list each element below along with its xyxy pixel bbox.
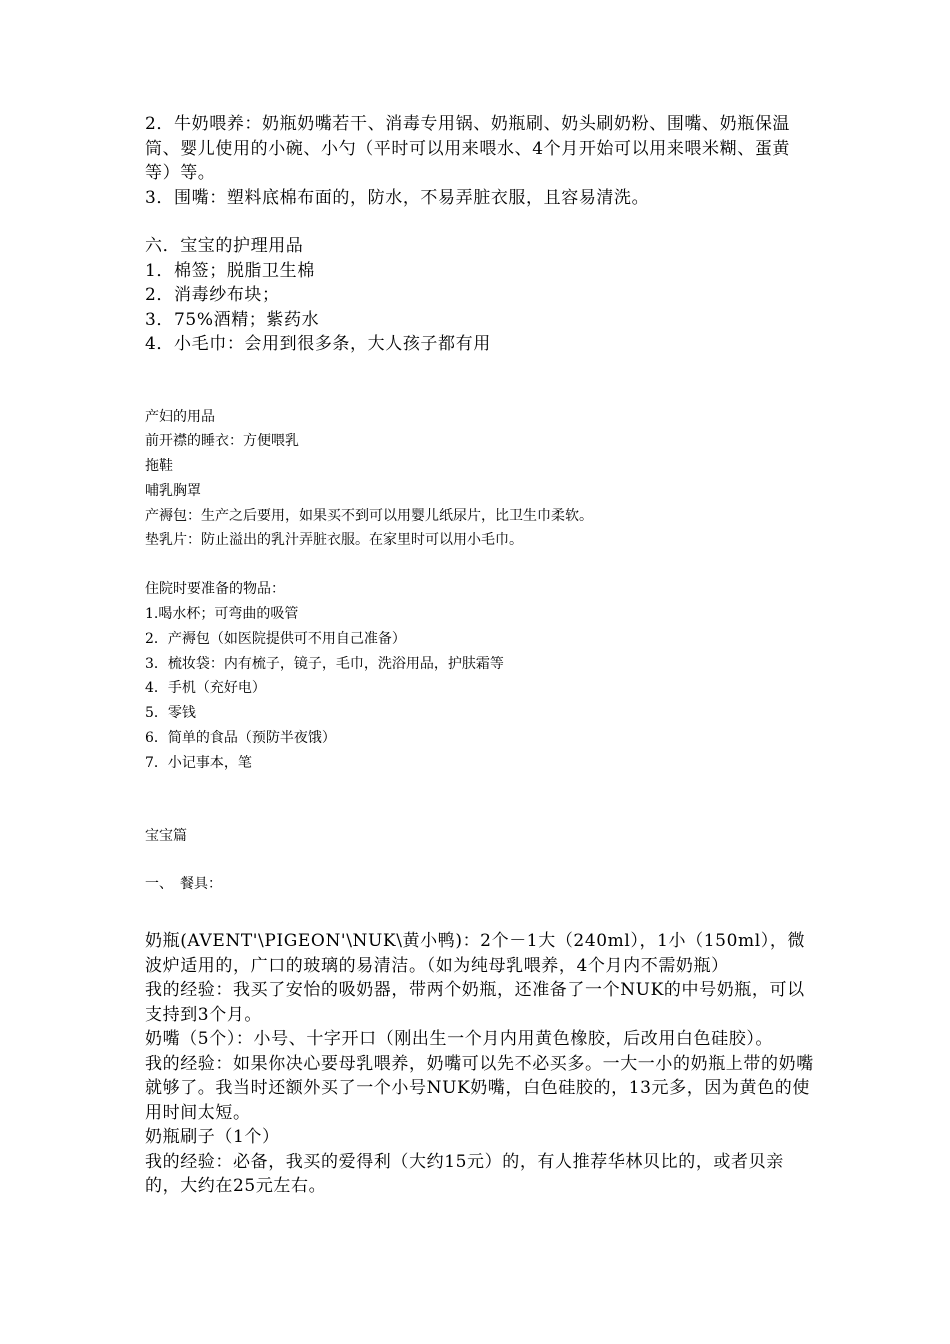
care-item: 2．消毒纱布块； bbox=[145, 285, 280, 305]
hospital-section bbox=[145, 577, 815, 775]
tableware-heading: 一、 餐具： bbox=[145, 876, 222, 893]
hospital-heading: 住院时要准备的物品： bbox=[145, 581, 285, 598]
mother-item: 垫乳片：防止溢出的乳汁弄脏衣服。在家里时可以用小毛巾。 bbox=[145, 532, 523, 549]
hospital-item: 3．梳妆袋：内有梳子，镜子，毛巾，洗浴用品，护肤霜等 bbox=[145, 655, 504, 672]
tableware-paragraph: 我的经验：我买了安怡的吸奶器，带两个奶瓶，还准备了一个NUK的中号奶瓶，可以支持到3个月。 bbox=[145, 980, 805, 1025]
baby-heading: 宝宝篇 bbox=[145, 827, 187, 844]
tableware-paragraph: 奶嘴（5个）：小号、十字开口（刚出生一个月内用黄色橡胶，后改用白色硅胶）。 bbox=[145, 1029, 774, 1050]
mother-item: 前开襟的睡衣：方便喂乳 bbox=[145, 433, 299, 450]
mother-item: 产褥包：生产之后要用，如果买不到可以用婴儿纸尿片，比卫生巾柔软。 bbox=[145, 507, 593, 524]
care-item: 1．棉签；脱脂卫生棉 bbox=[145, 260, 315, 281]
hospital-item: 6．简单的食品（预防半夜饿） bbox=[145, 730, 336, 747]
hospital-item: 4．手机（充好电） bbox=[145, 680, 266, 697]
tableware-paragraph: 我的经验：如果你决心要母乳喂养，奶嘴可以先不必买多。一大一小的奶瓶上带的奶嘴就够了。我当时还额外买了一个小号NUK奶嘴，白色硅胶的，13元多，因为黄色的使用时间太短。 bbox=[145, 1053, 814, 1123]
hospital-item: 7．小记事本，笔 bbox=[145, 754, 252, 771]
mother-heading: 产妇的用品 bbox=[145, 408, 215, 425]
tableware-paragraph: 我的经验：必备，我买的爱得利（大约15元）的，有人推荐华林贝比的，或者贝亲的，大约在25元左右。 bbox=[145, 1151, 784, 1197]
mother-item: 拖鞋 bbox=[145, 458, 173, 475]
care-section bbox=[145, 234, 815, 357]
tableware-paragraph: 奶瓶刷子（1个） bbox=[145, 1127, 280, 1148]
hospital-item: 1.喝水杯；可弯曲的吸管 bbox=[145, 606, 299, 623]
care-item: 4．小毛巾：会用到很多条，大人孩子都有用 bbox=[145, 334, 491, 354]
mother-item: 哺乳胸罩 bbox=[145, 482, 201, 499]
feeding-item-3: 3．围嘴：塑料底棉布面的，防水，不易弄脏衣服，且容易清洗。 bbox=[145, 187, 650, 208]
hospital-item: 5．零钱 bbox=[145, 705, 196, 722]
tableware-paragraph: 奶瓶(AVENT'\PIGEON'\NUK\黄小鸭)：2个－1大（240ml），1小（150ml），微波炉适用的，广口的玻璃的易清洁。（如为纯母乳喂养，4个月内不需奶瓶） bbox=[145, 931, 806, 976]
care-heading: 六．宝宝的护理用品 bbox=[145, 236, 304, 256]
tableware-section bbox=[145, 929, 815, 1199]
feeding-section bbox=[145, 112, 815, 210]
care-item: 3．75%酒精；紫药水 bbox=[145, 309, 320, 330]
baby-section-heading-block bbox=[145, 824, 815, 898]
hospital-item: 2．产褥包（如医院提供可不用自己准备） bbox=[145, 630, 406, 647]
feeding-item-2: 2．牛奶喂养：奶瓶奶嘴若干、消毒专用锅、奶瓶刷、奶头刷奶粉、围嘴、奶瓶保温筒、婴儿使用的小碗、小勺（平时可以用来喂水、4个月开始可以用来喂米糊、蛋黄等）等。 bbox=[145, 114, 791, 183]
document-page bbox=[145, 112, 815, 1199]
mother-section bbox=[145, 405, 815, 554]
